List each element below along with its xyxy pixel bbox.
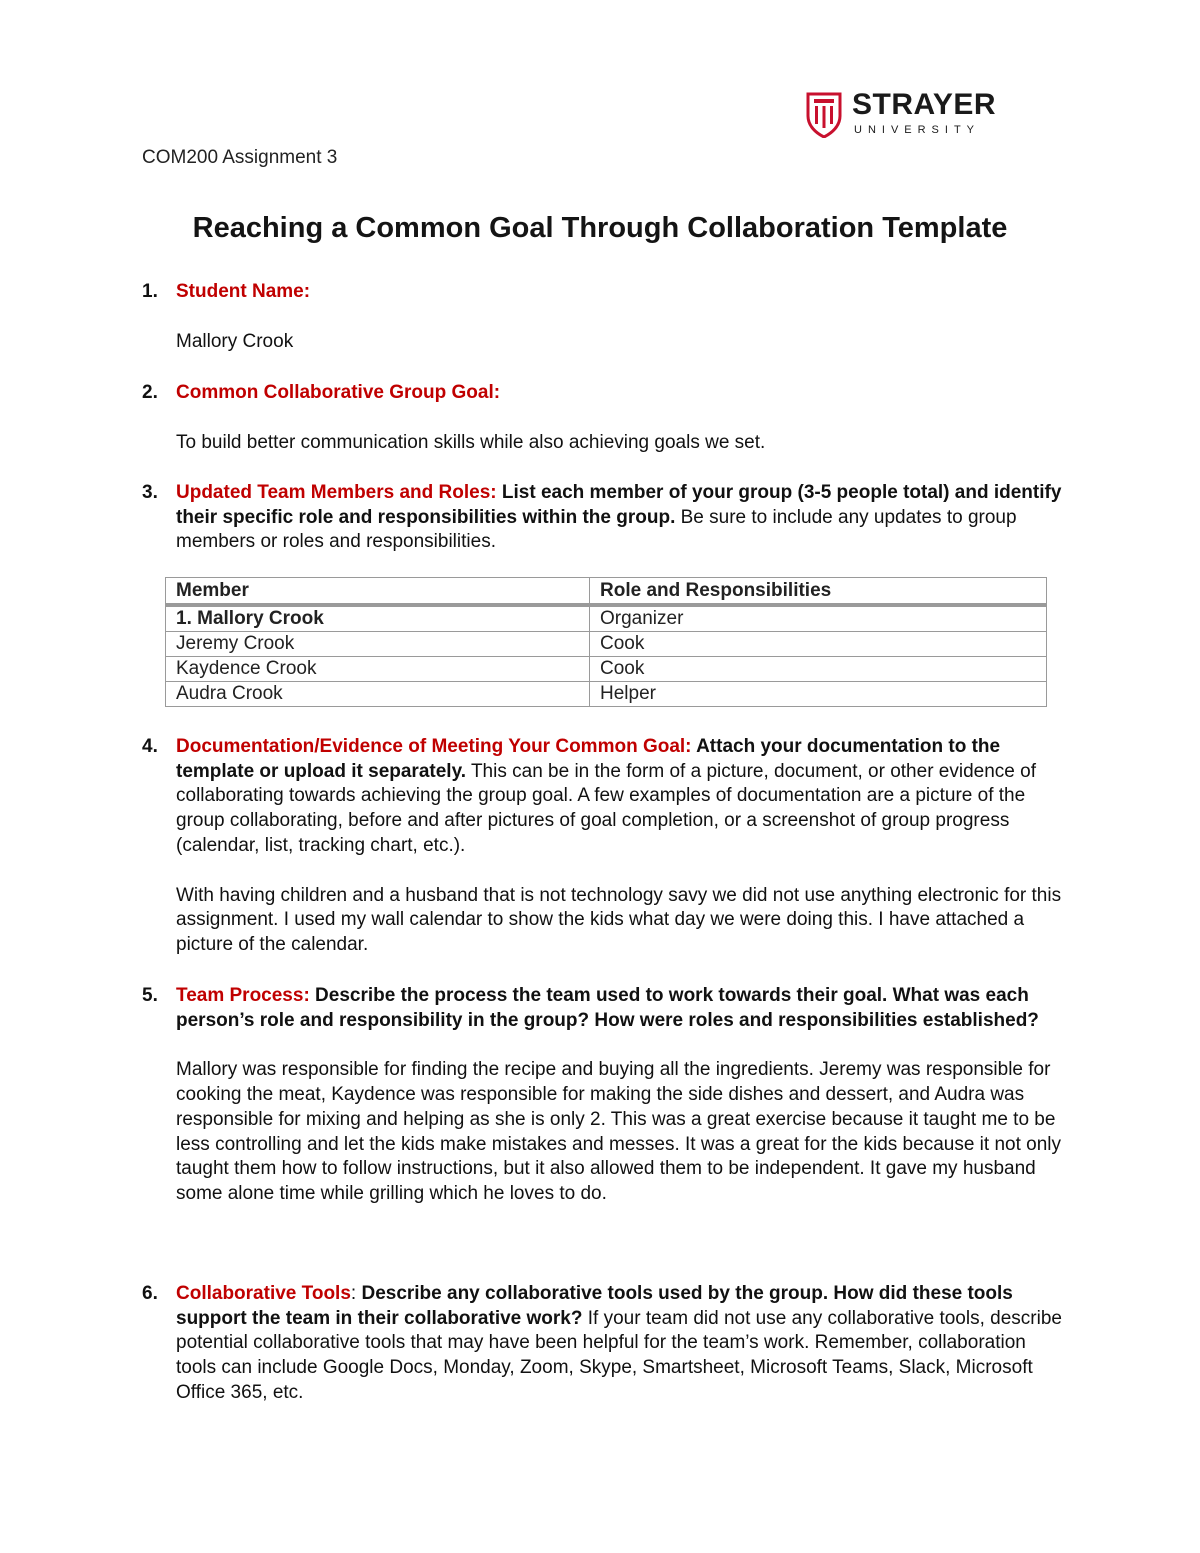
section-instruction-bold: Describe any collaborative tools used by the group. How did these tools support the team in their collaborative work?: [176, 1283, 1013, 1329]
section-team-members: [142, 481, 1062, 555]
section-documentation: [142, 735, 1062, 958]
section-group-goal: [142, 381, 1062, 455]
section-number: 3.: [142, 482, 158, 503]
section-label: Common Collaborative Group Goal:: [176, 382, 501, 403]
brand-subtitle: UNIVERSITY: [854, 124, 981, 136]
section-instruction-bold: List each member of your group (3-5 people total) and identify their specific role and responsibilities within the group.: [176, 482, 1062, 528]
section-team-process: [142, 984, 1062, 1207]
table-row: [166, 682, 1047, 707]
table-header-row: [166, 578, 1047, 606]
role-cell: Cook: [590, 632, 1047, 657]
assignment-label: COM200 Assignment 3: [142, 147, 338, 168]
section-instruction-bold: Describe the process the team used to work towards their goal. What was each person’s role and responsibility in the group? How were roles and responsibilities established?: [176, 985, 1039, 1031]
role-cell: Organizer: [590, 605, 1047, 632]
role-cell: Cook: [590, 657, 1047, 682]
section-number: 2.: [142, 382, 158, 403]
brand-name: STRAYER: [852, 88, 997, 121]
table-row: [166, 657, 1047, 682]
table-row: [166, 632, 1047, 657]
role-cell: Helper: [590, 682, 1047, 707]
page-title: Reaching a Common Goal Through Collaboration Template: [192, 212, 1008, 244]
member-cell: Kaydence Crook: [166, 657, 590, 682]
section-instruction: If your team did not use any collaborative tools, describe potential collaborative tools that may have been helpful for the team’s work. Remember, collaboration tools can include Google Docs, Monday, Zoom, Skype, Smartsheet, Microsoft Teams, Slack, Microsoft Office 365, etc.: [176, 1307, 1062, 1403]
label-colon: :: [350, 1283, 357, 1304]
member-cell: 1. Mallory Crook: [166, 605, 590, 632]
member-cell: Audra Crook: [166, 682, 590, 707]
group-goal-answer: To build better communication skills while also achieving goals we set.: [176, 431, 766, 453]
team-process-answer: Mallory was responsible for finding the recipe and buying all the ingredients. Jeremy was responsible for cooking the meat, Kaydence was responsible for making the side dishes and dessert, and Audra was responsible for mixing and helping as she is only 2. This was a great exercise because it taught me to be less controlling and let the kids make mistakes and messes. It was a great for the kids because it not only taught them how to follow instructions, but it also allowed them to be independent. It gave my husband some alone time while grilling which he loves to do.: [176, 1059, 1061, 1204]
section-instruction-bold: Attach your documentation to the template or upload it separately.: [176, 736, 1001, 782]
student-name-answer: Mallory Crook: [176, 330, 294, 352]
member-cell: Jeremy Crook: [166, 632, 590, 657]
table-row: [166, 605, 1047, 632]
section-number: 5.: [142, 985, 158, 1006]
section-student-name: [142, 280, 1062, 354]
section-label: Documentation/Evidence of Meeting Your Common Goal:: [176, 736, 692, 757]
shield-icon: [806, 92, 842, 138]
section-collaborative-tools: [142, 1282, 1062, 1406]
column-header-member: Member: [166, 578, 590, 606]
section-label: Collaborative Tools: [176, 1283, 351, 1304]
section-number: 1.: [142, 281, 158, 302]
column-header-role: Role and Responsibilities: [590, 578, 1047, 606]
section-instruction: This can be in the form of a picture, document, or other evidence of collaborating towards achieving the group goal. A few examples of documentation are a picture of the group collaborating, before and after pictures of goal completion, or a screenshot of group progress (calendar, list, tracking chart, etc.).: [176, 760, 1036, 856]
section-instruction: Be sure to include any updates to group members or roles and responsibilities.: [176, 506, 1017, 553]
section-label: Student Name:: [176, 281, 311, 302]
strayer-logo: [806, 88, 1016, 142]
documentation-answer: With having children and a husband that is not technology savy we did not use anything electronic for this assignment. I used my wall calendar to show the kids what day we were doing this. I have attached a picture of the calendar.: [176, 884, 1062, 955]
section-label: Updated Team Members and Roles:: [176, 482, 497, 503]
members-table: [165, 577, 1047, 707]
section-number: 4.: [142, 736, 158, 757]
section-number: 6.: [142, 1283, 158, 1304]
section-label: Team Process:: [176, 985, 310, 1006]
